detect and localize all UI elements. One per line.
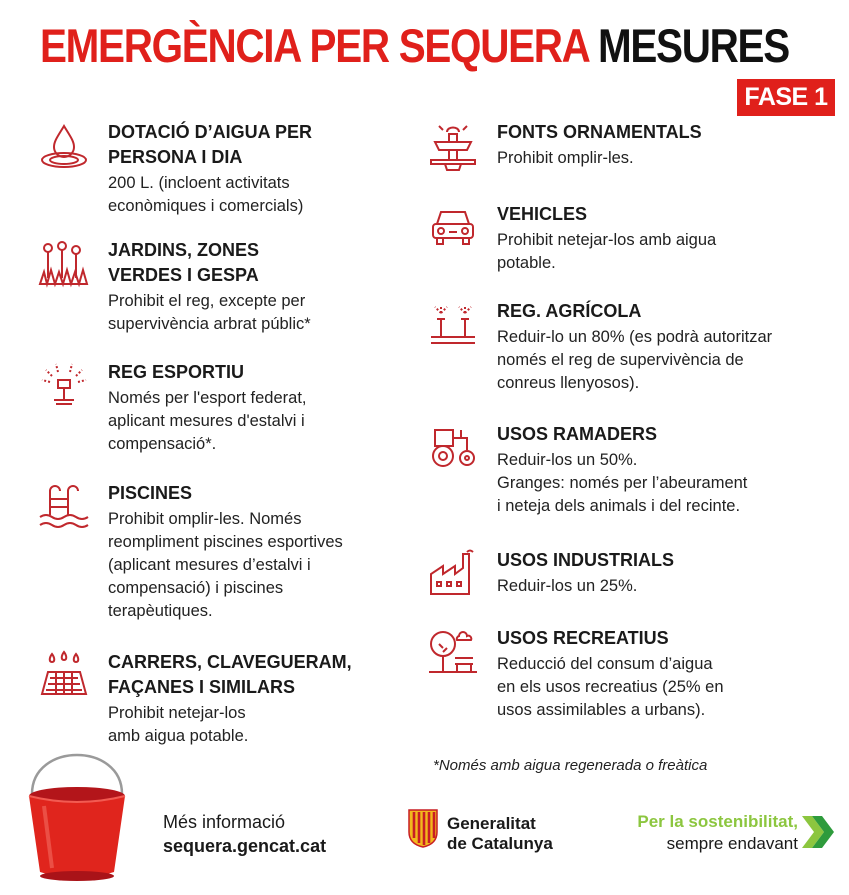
measure-body: Prohibit omplir-les.: [497, 149, 634, 167]
phase-badge: FASE 1: [737, 79, 835, 116]
water-drop-icon: [38, 120, 90, 172]
slogan-line-2: sempre endavant: [666, 834, 798, 853]
more-info: [163, 810, 326, 858]
measure-heading: DOTACIÓ D’AIGUA PER PERSONA I DIA: [108, 122, 313, 167]
more-info-url[interactable]: sequera.gencat.cat: [163, 836, 327, 856]
measure-heading: USOS RAMADERS: [497, 424, 658, 444]
footnote: *Només amb aigua regenerada o freàtica: [433, 757, 708, 774]
title-measures: MESURES: [598, 19, 789, 72]
measure-heading: CARRERS, CLAVEGUERAM, FAÇANES I SIMILARS: [108, 652, 352, 697]
more-info-label: Més informació: [163, 812, 286, 832]
measure-heading: VEHICLES: [497, 204, 588, 224]
generalitat-emblem-icon: [407, 808, 439, 848]
chevron-right-icon: [800, 812, 836, 857]
generalitat-name: Generalitat de Catalunya: [447, 814, 553, 853]
measure-heading: FONTS ORNAMENTALS: [497, 122, 702, 142]
measure-body: Prohibit netejar-los amb aigua potable.: [108, 704, 249, 745]
measure-body: Reducció del consum d’aigua en els usos recreatius (25% en usos assimilables a urbans).: [497, 655, 724, 719]
measure-heading: REG ESPORTIU: [108, 362, 245, 382]
measure-heading: USOS RECREATIUS: [497, 628, 669, 648]
measure-body: Només per l'esport federat, aplicant mesures d'estalvi i compensació*.: [108, 389, 307, 453]
slogan: [600, 811, 798, 855]
slogan-line-1: Per la sostenibilitat,: [637, 812, 798, 831]
generalitat-logo: [407, 808, 553, 853]
measure-body: Reduir-los un 50%. Granges: només per l’abeurament i neteja dels animals i del recinte.: [497, 451, 748, 515]
sprinkler-icon: [38, 360, 90, 412]
measure-heading: REG. AGRÍCOLA: [497, 301, 642, 321]
measure-body: Reduir-lo un 80% (es podrà autoritzar només el reg de supervivència de conreus llenyosos).: [497, 328, 773, 392]
pool-icon: [38, 481, 90, 533]
factory-icon: [427, 548, 479, 600]
car-icon: [427, 202, 479, 254]
street-drain-icon: [38, 650, 90, 702]
measure-body: 200 L. (incloent activitats econòmiques i comercials): [108, 174, 304, 215]
irrigation-icon: [427, 299, 479, 351]
page-title: [40, 18, 789, 74]
measure-heading: JARDINS, ZONES VERDES I GESPA: [108, 240, 260, 285]
tractor-icon: [427, 422, 479, 474]
measure-body: Prohibit el reg, excepte per supervivència arbrat públic*: [108, 292, 311, 333]
title-emergency: EMERGÈNCIA PER SEQUERA: [40, 19, 589, 72]
measure-body: Reduir-los un 25%.: [497, 577, 638, 595]
measure-heading: PISCINES: [108, 483, 193, 503]
fountain-icon: [427, 120, 479, 172]
measure-body: Prohibit netejar-los amb aigua potable.: [497, 231, 717, 272]
flowers-icon: [38, 238, 90, 290]
measure-body: Prohibit omplir-les. Només reompliment piscines esportives (aplicant mesures d’estalvi i compensació) i piscines terapèutiques.: [108, 510, 343, 620]
bucket-illustration: [22, 744, 132, 889]
measure-heading: USOS INDUSTRIALS: [497, 550, 675, 570]
park-icon: [427, 626, 479, 678]
